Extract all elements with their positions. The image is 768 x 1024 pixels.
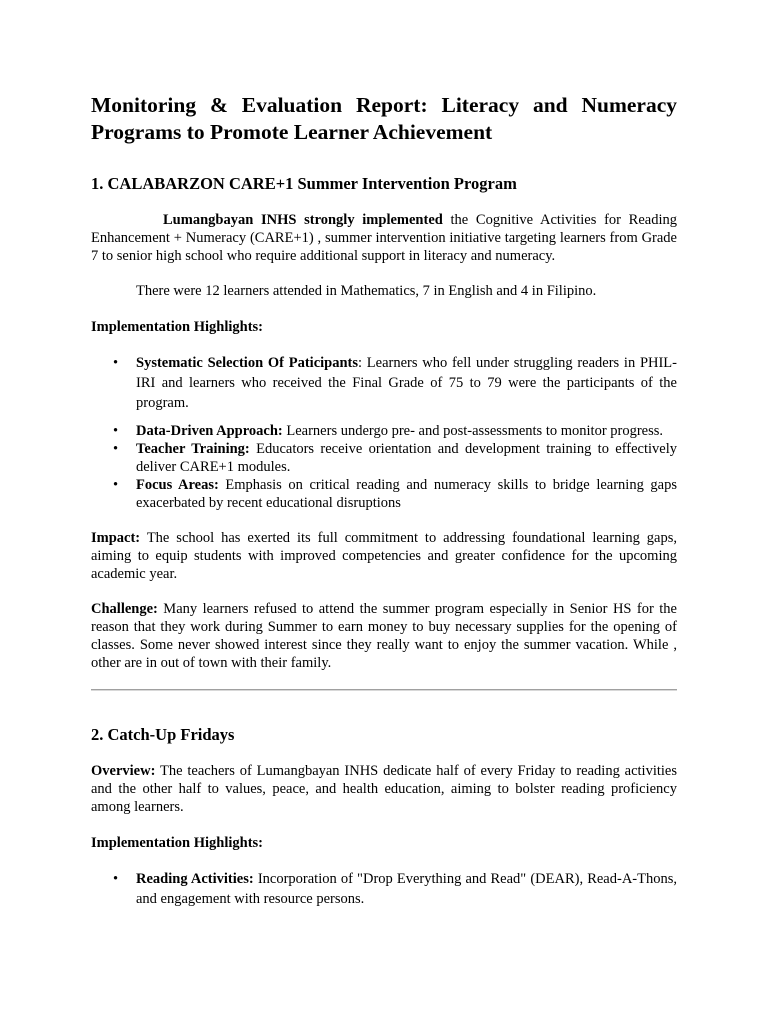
- highlight-text: Learners undergo pre- and post-assessments to monitor progress.: [282, 423, 664, 439]
- section-1-heading: 1. CALABARZON CARE+1 Summer Intervention Program: [91, 174, 517, 193]
- highlight-sep: :: [358, 355, 363, 371]
- highlight-text: Emphasis on critical reading and numeracy skills to bridge learning gaps exacerbated by recent educational disruptions: [136, 477, 677, 511]
- list-item: [91, 353, 677, 413]
- intro-text: the Cognitive Activities for Reading Enhancement + Numeracy (CARE+1) , summer intervention initiative targeting learners from Grade 7 to senior high school who require additional support in literacy and numeracy.: [91, 212, 677, 264]
- highlight-label: Reading Activities:: [136, 871, 254, 887]
- highlight-label: Teacher Training:: [136, 441, 250, 457]
- highlight-label: Systematic Selection Of Paticipants: [136, 355, 359, 371]
- section-divider: [91, 689, 677, 691]
- section-2-highlights-heading: Implementation Highlights:: [91, 835, 263, 851]
- section-2-highlights-list: [91, 869, 677, 909]
- section-1-intro: [91, 211, 677, 265]
- challenge-paragraph: [91, 600, 677, 672]
- section-1-highlights-list: [91, 353, 677, 512]
- attendance-paragraph: There were 12 learners attended in Mathematics, 7 in English and 4 in Filipino.: [136, 283, 597, 299]
- overview-label: Overview:: [91, 763, 156, 779]
- intro-bold-text: Lumangbayan INHS strongly implemented: [163, 212, 443, 228]
- section-1-highlights-heading: Implementation Highlights:: [91, 319, 263, 335]
- document-page: [91, 92, 677, 909]
- highlight-text: Incorporation of "Drop Everything and Read" (DEAR), Read-A-Thons, and engagement with resource persons.: [136, 871, 678, 907]
- impact-text: The school has exerted its full commitment to addressing foundational learning gaps, aiming to equip students with improved competencies and greater confidence for the upcoming academic year.: [91, 530, 677, 582]
- list-item: [91, 440, 677, 476]
- challenge-label: Challenge:: [91, 601, 158, 617]
- list-item: [91, 476, 677, 512]
- impact-paragraph: [91, 529, 677, 583]
- highlight-text: Learners who fell under struggling readers in PHIL-IRI and learners who received the Final Grade of 75 to 79 were the participants of the program.: [136, 355, 677, 411]
- overview-paragraph: [91, 762, 677, 816]
- list-item: [91, 869, 677, 909]
- section-2-heading: 2. Catch-Up Fridays: [91, 725, 235, 744]
- highlight-label: Data-Driven Approach:: [136, 423, 283, 439]
- impact-label: Impact:: [91, 530, 141, 546]
- challenge-text: Many learners refused to attend the summer program especially in Senior HS for the reason that they work during Summer to earn money to buy necessary supplies for the opening of classes. Some never showed interest since they really want to enjoy the summer vacation. While , other are in out of town with their family.: [91, 601, 677, 671]
- highlight-text: Educators receive orientation and development training to effectively deliver CARE+1 modules.: [136, 441, 678, 475]
- overview-text: The teachers of Lumangbayan INHS dedicate half of every Friday to reading activities and the other half to values, peace, and health education, aiming to bolster reading proficiency among learners.: [91, 763, 677, 815]
- highlight-label: Focus Areas:: [136, 477, 219, 493]
- list-item: [91, 422, 677, 440]
- report-title: Monitoring & Evaluation Report: Literacy and Numeracy Programs to Promote Learner Achievement: [91, 93, 677, 144]
